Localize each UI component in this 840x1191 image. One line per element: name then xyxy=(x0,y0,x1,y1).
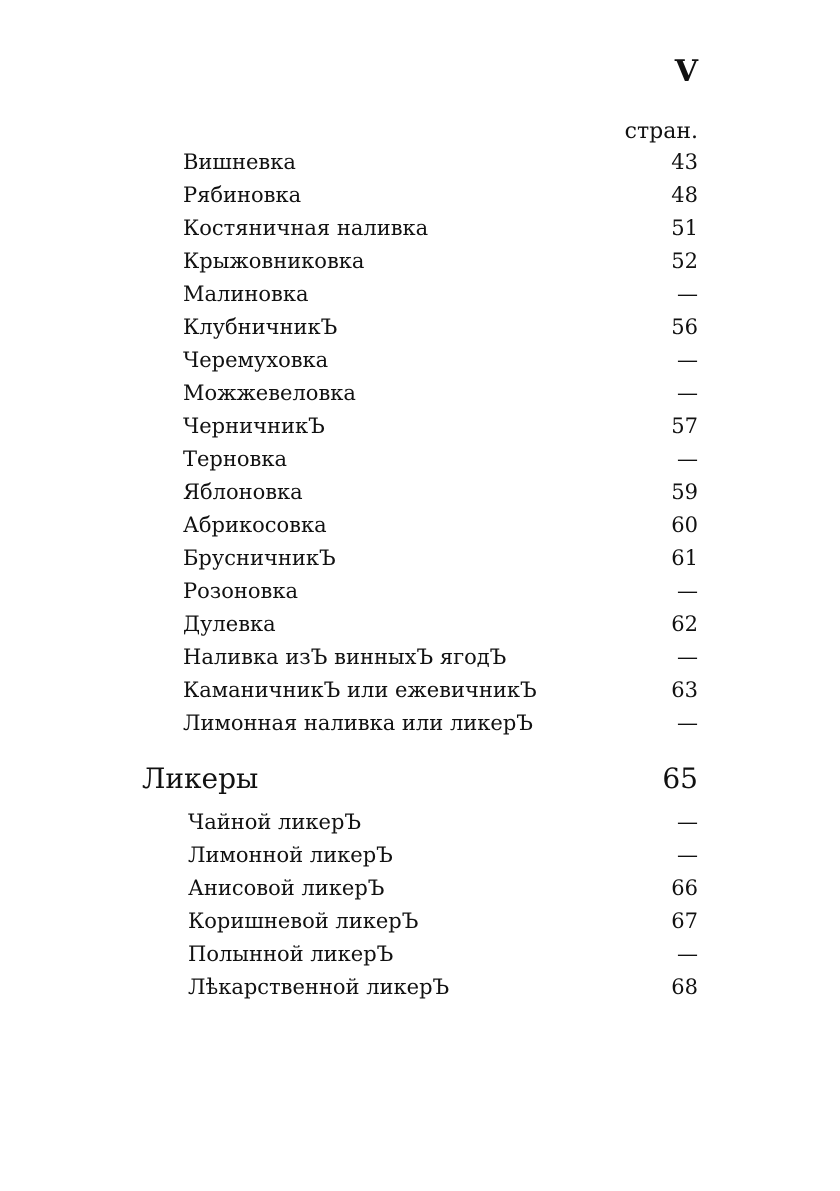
entry-page: 66 xyxy=(671,876,698,900)
entry-title: Наливка изЪ винныхЪ ягодЪ xyxy=(183,645,507,669)
entry-title: Дулевка xyxy=(183,612,276,636)
toc-entry xyxy=(183,245,698,278)
entry-page: — xyxy=(677,645,698,669)
entry-title: Абрикосовка xyxy=(183,513,327,537)
entry-page: 52 xyxy=(671,249,698,273)
toc-entry xyxy=(183,311,698,344)
entry-title: Розоновка xyxy=(183,579,298,603)
section-title: Ликеры xyxy=(142,762,259,795)
entry-title: Можжевеловка xyxy=(183,381,356,405)
entry-title: Полынной ликерЪ xyxy=(188,942,394,966)
entry-page: — xyxy=(677,282,698,306)
entry-page: — xyxy=(677,348,698,372)
entry-title: Лимонная наливка или ликерЪ xyxy=(183,711,533,735)
toc-entry xyxy=(183,608,698,641)
toc-entry xyxy=(183,641,698,674)
entry-page: 48 xyxy=(671,183,698,207)
toc-entry xyxy=(183,410,698,443)
entry-title: Малиновка xyxy=(183,282,309,306)
toc-entry xyxy=(183,179,698,212)
entry-page: 67 xyxy=(671,909,698,933)
toc-entry xyxy=(183,344,698,377)
toc-entry xyxy=(183,575,698,608)
entry-title: Коришневой ликерЪ xyxy=(188,909,419,933)
toc-entry xyxy=(183,674,698,707)
toc-entry xyxy=(183,146,698,179)
entry-page: 60 xyxy=(671,513,698,537)
entry-page: 68 xyxy=(671,975,698,999)
entry-page: — xyxy=(677,843,698,867)
section-heading-likery xyxy=(142,756,698,802)
toc-entry xyxy=(188,872,698,905)
entry-title: Лимонной ликерЪ xyxy=(188,843,393,867)
toc-entry xyxy=(183,476,698,509)
toc-entry xyxy=(188,938,698,971)
entry-page: — xyxy=(677,942,698,966)
entry-page: 43 xyxy=(671,150,698,174)
entry-page: 57 xyxy=(671,414,698,438)
entry-title: Анисовой ликерЪ xyxy=(188,876,385,900)
entry-page: — xyxy=(677,810,698,834)
entry-title: КаманичникЪ или ежевичникЪ xyxy=(183,678,537,702)
toc-entry xyxy=(183,707,698,740)
entry-page: — xyxy=(677,711,698,735)
entry-page: 63 xyxy=(671,678,698,702)
entry-page: 56 xyxy=(671,315,698,339)
entry-page: 62 xyxy=(671,612,698,636)
toc-entry xyxy=(183,509,698,542)
page-number: V xyxy=(674,54,698,89)
toc-entry xyxy=(188,971,698,1004)
entry-page: 61 xyxy=(671,546,698,570)
toc-entry xyxy=(183,212,698,245)
page-column-header: стран. xyxy=(624,119,698,144)
section-page: 65 xyxy=(662,762,698,795)
entry-title: ЧерничникЪ xyxy=(183,414,325,438)
entry-page: 51 xyxy=(671,216,698,240)
entry-page: — xyxy=(677,381,698,405)
toc-entry xyxy=(183,542,698,575)
entry-title: Лѣкарственной ликерЪ xyxy=(188,975,450,999)
entry-title: Яблоновка xyxy=(183,480,303,504)
toc-entry xyxy=(183,443,698,476)
entry-title: Чайной ликерЪ xyxy=(188,810,362,834)
entry-page: — xyxy=(677,447,698,471)
toc-entry xyxy=(188,905,698,938)
entry-title: Крыжовниковка xyxy=(183,249,365,273)
entry-title: Рябиновка xyxy=(183,183,302,207)
toc-entry xyxy=(188,839,698,872)
entry-title: Терновка xyxy=(183,447,287,471)
toc-entry xyxy=(183,278,698,311)
entry-page: 59 xyxy=(671,480,698,504)
entry-page: — xyxy=(677,579,698,603)
entry-title: Вишневка xyxy=(183,150,296,174)
toc-entry xyxy=(183,377,698,410)
entry-title: Черемуховка xyxy=(183,348,329,372)
entry-title: КлубничникЪ xyxy=(183,315,338,339)
entry-title: Костяничная наливка xyxy=(183,216,429,240)
toc-entry xyxy=(188,806,698,839)
entry-title: БрусничникЪ xyxy=(183,546,336,570)
